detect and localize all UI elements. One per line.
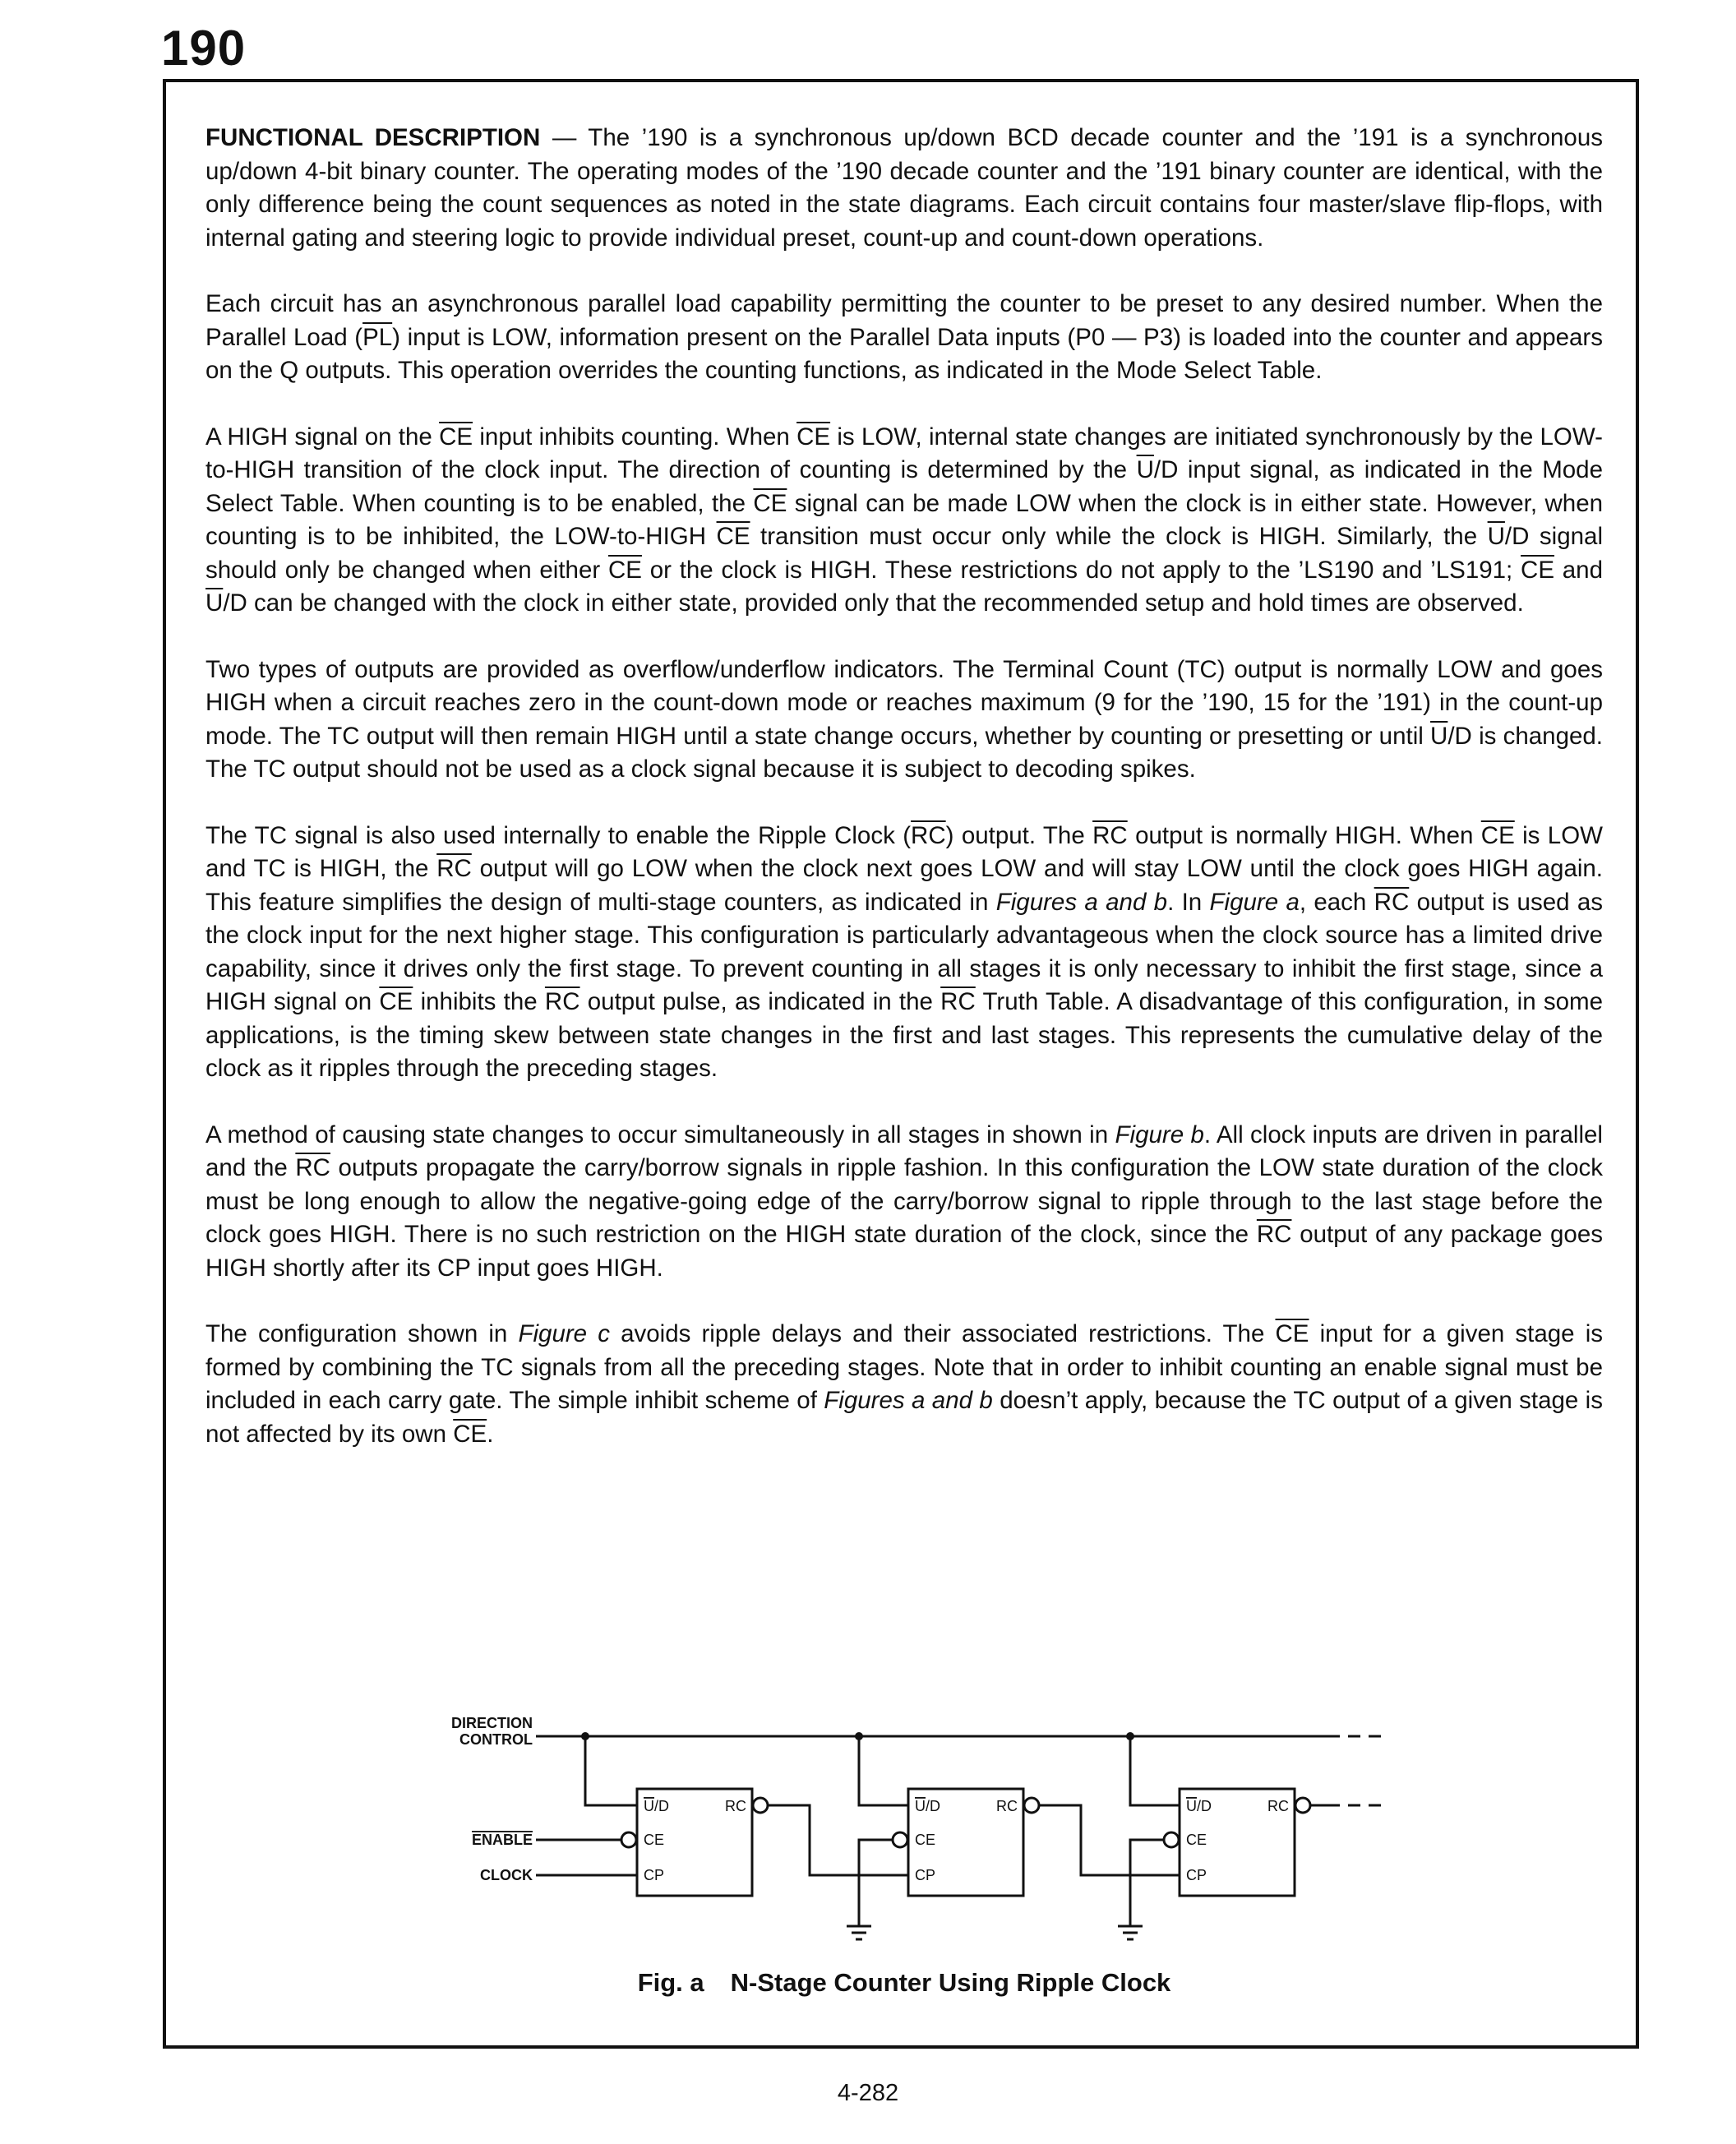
rc-bubble-3 [1295,1798,1310,1813]
ce-bubble-2 [893,1832,907,1847]
overbar-signal: $\overline{U}$ [1487,523,1505,550]
junction-dot [581,1732,589,1740]
figure-reference: Figure b [1115,1121,1204,1148]
figure-reference: Figure c [518,1320,610,1347]
pin-ud: U/D [915,1798,940,1814]
figure-reference: Figures a and b [824,1387,993,1414]
overbar-signal: $\overline{RC}$ [436,855,472,882]
overbar-signal: $\overline{CE}$ [607,556,642,584]
paragraph-text: inhibits the [413,988,545,1015]
paragraph-text: /D can be changed with the clock in either state, provided only that the recommended setup and hold times are observed. [223,589,1524,617]
pin-ud: U/D [1186,1798,1212,1814]
page-footer: 4-282 [837,2080,899,2106]
paragraph-text: output will go LOW when the clock next goes LOW and will stay LOW until the clock goes HIGH again. This feature simplifies the design of multi-stage counters, as indicated in [205,855,1604,916]
overbar-signal: $\overline{U}$ [205,589,224,617]
direction-label-2: CONTROL [459,1731,533,1748]
overbar-signal: $\overline{RC}$ [1092,821,1128,849]
overbar-signal: $\overline{CE}$ [453,1420,487,1448]
pin-ce: CE [644,1832,665,1848]
paragraph-text: input inhibits counting. When [473,423,797,451]
paragraph-5 [205,820,1603,1086]
pin-ce: CE [1186,1832,1207,1848]
figure-label: Fig. a [637,1968,704,1997]
pin-ce: CE [915,1832,936,1848]
ce-bubble-1 [621,1832,636,1847]
figure-caption [205,1968,1603,1998]
overbar-signal: $\overline{RC}$ [544,988,580,1015]
pin-cp: CP [915,1867,936,1883]
paragraph-text: The TC signal is also used internally to enable the Ripple Clock ( [205,821,912,849]
paragraph-text: . [487,1420,494,1448]
overbar-signal: $\overline{PL}$ [362,323,393,351]
paragraph-text: avoids ripple delays and their associated restrictions. The [609,1320,1276,1347]
overbar-signal: $\overline{RC}$ [940,988,976,1015]
ce-bubble-3 [1164,1832,1179,1847]
clock-label: CLOCK [480,1867,533,1883]
paragraph-text: doesn’t apply, because the TC output of a given stage is not affected by its own [205,1387,1603,1448]
paragraph-text: and [1554,556,1603,584]
overbar-signal: $\overline{RC}$ [911,821,946,849]
paragraph-text: . In [1167,888,1210,916]
paragraph-text: output pulse, as indicated in the [579,988,941,1015]
overbar-signal: $\overline{CE}$ [439,423,473,451]
overbar-signal: $\overline{U}$ [1136,456,1154,483]
paragraph-1 [205,122,1603,255]
overbar-signal: $\overline{RC}$ [295,1154,330,1181]
paragraph-text: outputs propagate the carry/borrow signals in ripple fashion. In this configuration the LOW state duration of the clock must be long enough to allow the negative-going edge of the carry/borrow signal to ripple through to the last stage before the clock goes HIGH. There is no such restriction on the HIGH state duration of the clock, since the [205,1154,1604,1248]
paragraph-text: input for a given stage is formed by combining the TC signals from all the preceding stages. Note that in order to inhibit counting an enable signal must be included in each carry gate. The simple inhibit scheme of [205,1320,1603,1414]
paragraph-text: A method of causing state changes to occur simultaneously in all stages in shown in [205,1121,1115,1148]
paragraph-text: or the clock is HIGH. These restrictions do not apply to the ’LS190 and ’LS191; [641,556,1521,584]
paragraph-text: is LOW, internal state changes are initiated synchronously by the LOW-to-HIGH transition of the clock input. The direction of counting is determined by the [205,423,1603,483]
pin-rc: RC [1267,1798,1289,1814]
pin-rc: RC [725,1798,746,1814]
junction-dot [855,1732,863,1740]
paragraph-text: transition must occur only while the clock is HIGH. Similarly, the [750,523,1488,550]
paragraph-text: output of any package goes HIGH shortly after its CP input goes HIGH. [205,1221,1603,1282]
paragraph-7 [205,1318,1603,1451]
section-heading: FUNCTIONAL DESCRIPTION [205,124,541,151]
overbar-signal: $\overline{CE}$ [796,423,831,451]
ce-ground-wire-2 [859,1840,892,1926]
ud-wire-1 [585,1736,637,1805]
page-number: 190 [161,21,247,76]
figure-reference: Figure a [1209,888,1300,916]
figure-a-diagram [411,1707,1397,1953]
functional-description [205,122,1603,1484]
direction-label-1: DIRECTION [451,1715,533,1731]
paragraph-text: Two types of outputs are provided as overflow/underflow indicators. The Terminal Count (TC) output is normally LOW and goes HIGH when a circuit reaches zero in the count-down mode or reaches maximum (9 for the ’190, 15 for the ’191) in the count-up mode. The TC output will then remain HIGH until a state change occurs, whether by counting or presetting or until [205,655,1603,750]
pin-cp: CP [644,1867,665,1883]
paragraph-4 [205,654,1603,787]
overbar-signal: $\overline{U}$ [1430,722,1448,750]
paragraph-text: is LOW and TC is HIGH, the [205,821,1603,882]
overbar-signal: $\overline{RC}$ [1374,888,1410,916]
paragraph-text: ) input is LOW, information present on the Parallel Data inputs (P0 — P3) is loaded into the counter and appears on the Q outputs. This operation overrides the counting functions, as indicated in the Mode Select Table. [205,323,1603,384]
overbar-signal: $\overline{CE}$ [753,489,787,517]
ce-ground-wire-3 [1130,1840,1163,1926]
paragraph-text: ) output. The [945,821,1093,849]
paragraph-text: , each [1299,888,1374,916]
ud-wire-2 [859,1736,908,1805]
overbar-signal: $\overline{CE}$ [379,988,413,1015]
overbar-signal: $\overline{CE}$ [716,523,750,550]
paragraph-text: The configuration shown in [205,1320,519,1347]
overbar-signal: $\overline{CE}$ [1521,556,1555,584]
paragraph-2 [205,288,1603,388]
enable-label: ENABLE [471,1832,533,1848]
ud-wire-3 [1130,1736,1180,1805]
paragraph-text: Truth Table. A disadvantage of this configuration, in some applications, is the timing skew between state changes in the first and last stages. This represents the cumulative delay of the clock as it ripples through the preceding stages. [205,988,1603,1082]
rc-bubble-2 [1024,1798,1039,1813]
paragraph-text: /D is changed. The TC output should not be used as a clock signal because it is subject to decoding spikes. [205,722,1603,783]
pin-ud: U/D [644,1798,669,1814]
paragraph-text: output is used as the clock input for the next higher stage. This configuration is particularly advantageous when the clock source has a limited drive capability, since it drives only the first stage. To prevent counting in all stages it is only necessary to inhibit the first stage, since a HIGH signal on [205,888,1603,1015]
overbar-signal: $\overline{CE}$ [1480,821,1515,849]
pin-rc: RC [996,1798,1018,1814]
junction-dot [1126,1732,1134,1740]
paragraph-text: A HIGH signal on the [205,423,440,451]
figure-title: N-Stage Counter Using Ripple Clock [730,1968,1171,1997]
paragraph-text: /D signal should only be changed when either [205,523,1604,584]
paragraph-text: Each circuit has an asynchronous parallel load capability permitting the counter to be preset to any desired number. When the Parallel Load ( [205,290,1603,351]
paragraph-text: output is normally HIGH. When [1127,821,1481,849]
rc-bubble-1 [753,1798,768,1813]
paragraph-6 [205,1119,1603,1286]
pin-cp: CP [1186,1867,1207,1883]
overbar-signal: $\overline{CE}$ [1275,1320,1309,1347]
paragraph-text: . All clock inputs are driven in parallel and the [205,1121,1603,1181]
ripple-counter-schematic [411,1707,1397,1953]
figure-reference: Figures a and b [995,888,1168,916]
paragraph-text: /D input signal, as indicated in the Mode Select Table. When counting is to be enabled, the [205,456,1603,517]
paragraph-text: signal can be made LOW when the clock is in either state. However, when counting is to be inhibited, the LOW-to-HIGH [205,489,1604,550]
paragraph-3 [205,421,1603,621]
paragraph-text: — The ’190 is a synchronous up/down BCD decade counter and the ’191 is a synchronous up/down 4-bit binary counter. The operating modes of the ’190 decade counter and the ’191 binary counter are identical, with the only difference being the count sequences as noted in the state diagrams. Each circuit contains four master/slave flip-flops, with internal gating and steering logic to provide individual preset, count-up and count-down operations. [205,124,1603,252]
overbar-signal: $\overline{RC}$ [1256,1221,1292,1248]
